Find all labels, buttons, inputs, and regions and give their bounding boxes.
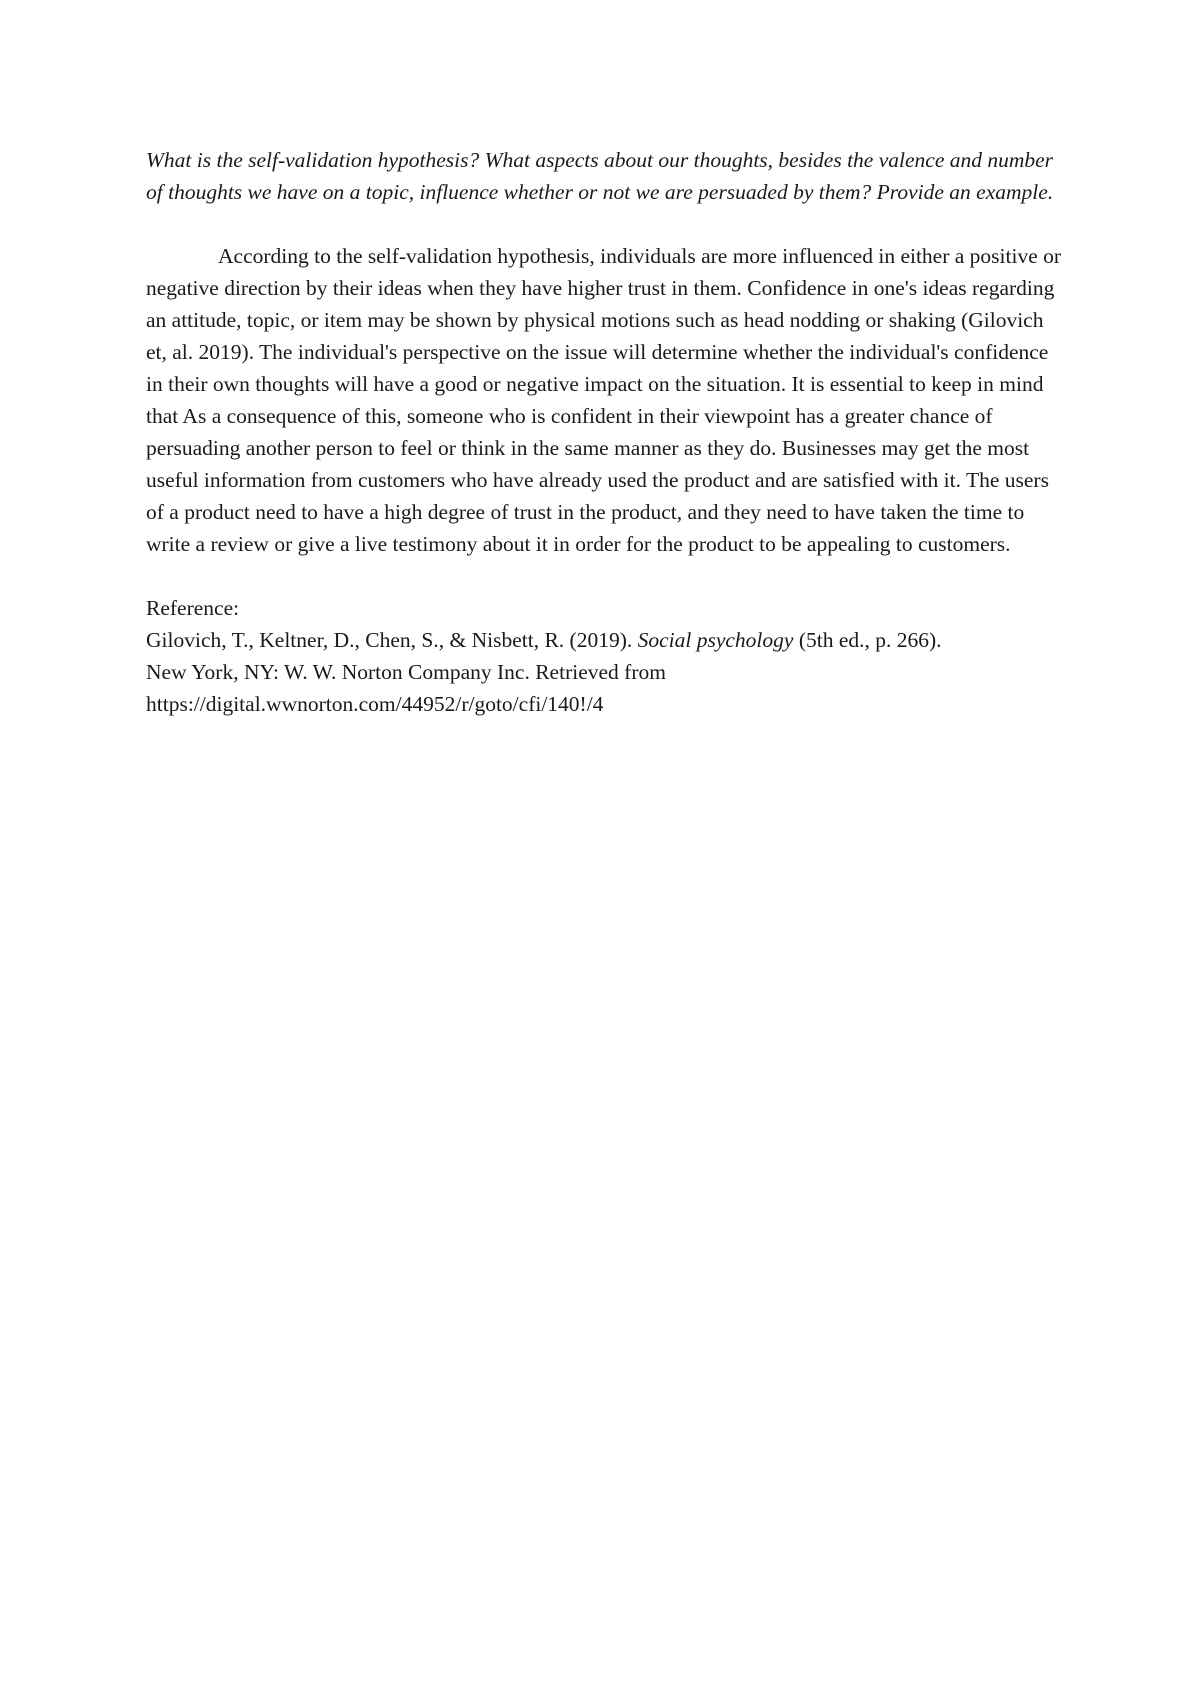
reference-authors-year: Gilovich, T., Keltner, D., Chen, S., & Nisbett, R. (2019). — [146, 628, 638, 652]
reference-url: https://digital.wwnorton.com/44952/r/goto/cfi/140!/4 — [146, 692, 604, 716]
answer-paragraph: According to the self-validation hypothesis, individuals are more influenced in either a positive or negative direction by their ideas when they have higher trust in them. Confidence in one's ideas regarding an attitude, topic, or item may be shown by physical motions such as head nodding or shaking (Gilovich et, al. 2019). The individual's perspective on the issue will determine whether the individual's confidence in their own thoughts will have a good or negative impact on the situation. It is essential to keep in mind that As a consequence of this, someone who is confident in their viewpoint has a greater chance of persuading another person to feel or think in the same manner as they do. Businesses may get the most useful information from customers who have already used the product and are satisfied with it. The users of a product need to have a high degree of trust in the product, and they need to have taken the time to write a review or give a live testimony about it in order for the product to be appealing to customers. — [146, 244, 1062, 556]
reference-edition-page: (5th ed., p. 266). — [793, 628, 942, 652]
reference-heading: Reference: — [146, 596, 240, 620]
reference-citation — [146, 624, 1066, 656]
reference-section — [146, 592, 1066, 720]
question-text: What is the self-validation hypothesis? What aspects about our thoughts, besides the valence and number of thoughts we have on a topic, influence whether or not we are persuaded by them? Provide an example. — [146, 148, 1054, 204]
reference-publisher: New York, NY: W. W. Norton Company Inc. Retrieved from — [146, 660, 666, 684]
document-body — [146, 144, 1066, 720]
reference-book-title: Social psychology — [637, 628, 794, 652]
